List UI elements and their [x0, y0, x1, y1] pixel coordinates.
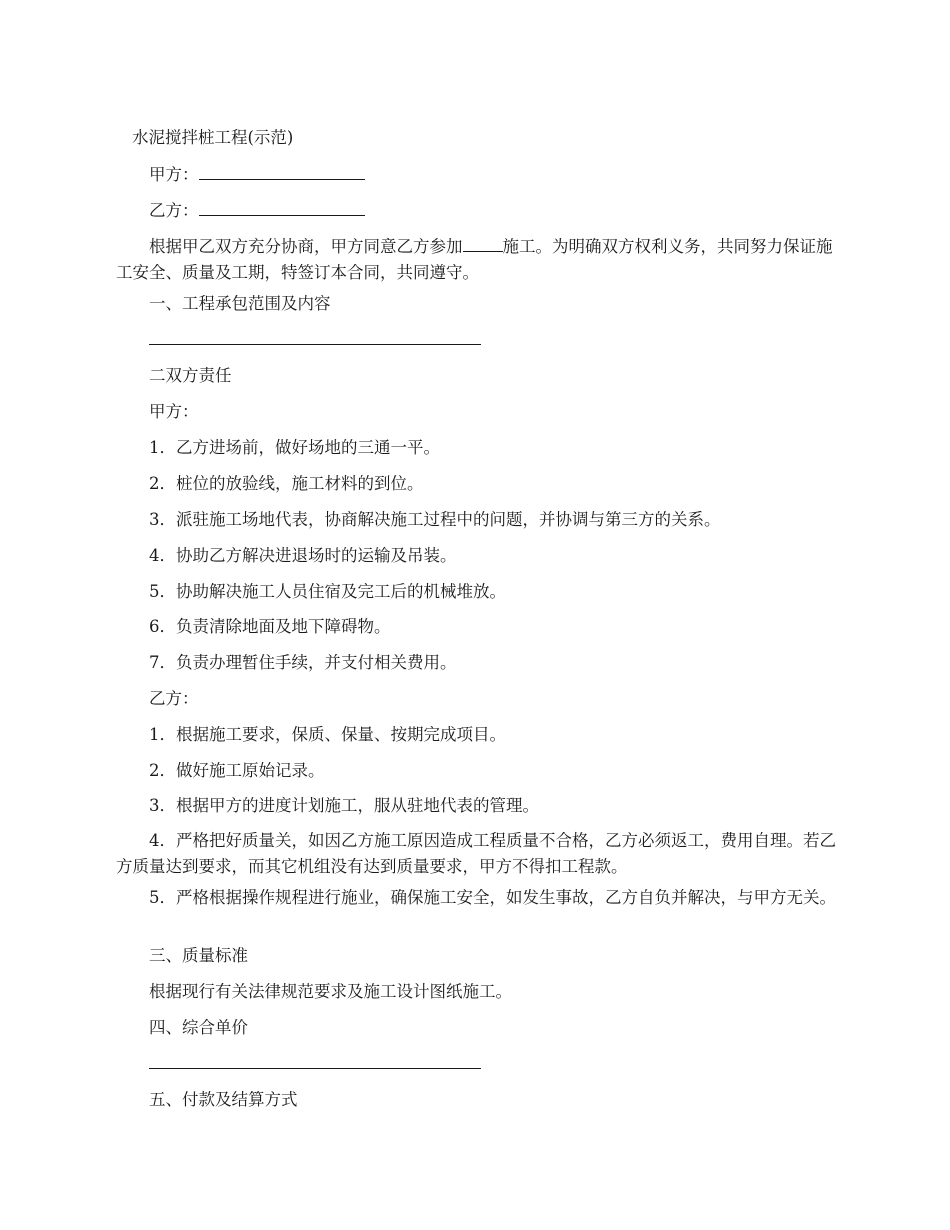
party-b-duty-item: 2．做好施工原始记录。: [149, 761, 325, 780]
party-a-duty-item: 3．派驻施工场地代表，协商解决施工过程中的问题，并协调与第三方的关系。: [149, 510, 721, 529]
party-a-blank[interactable]: [199, 161, 365, 180]
document-title: 水泥搅拌桩工程(示范): [132, 128, 294, 147]
party-a-duty-item: 5．协助解决施工人员住宿及完工后的机械堆放。: [149, 582, 506, 601]
party-b-label: 乙方：: [149, 201, 199, 220]
section-4-blank-rule: [149, 1068, 481, 1069]
project-name-blank[interactable]: [463, 233, 503, 252]
section-4-heading: 四、综合单价: [149, 1018, 248, 1037]
party-b-blank[interactable]: [199, 197, 365, 216]
party-b-line: [149, 197, 365, 224]
party-b-duties-label: 乙方：: [149, 689, 199, 708]
intro-text-1: 根据甲乙双方充分协商，甲方同意乙方参加: [149, 237, 463, 256]
section-1-blank-rule: [149, 344, 481, 345]
intro-text-2: 施工。为明确双方权利义务，共同努力保证施工安全、质量及工期，特签订本合同，共同遵守。: [116, 237, 833, 282]
section-3-text: 根据现行有关法律规范要求及施工设计图纸施工。: [149, 982, 512, 1001]
party-b-duty-item: 4．严格把好质量关，如因乙方施工原因造成工程质量不合格，乙方必须返工，费用自理。若乙方质量达到要求，而其它机组没有达到质量要求，甲方不得扣工程款。: [116, 831, 836, 876]
party-a-duty-item: 7．负责办理暂住手续，并支付相关费用。: [149, 653, 457, 672]
party-a-duty-item: 2．桩位的放验线，施工材料的到位。: [149, 474, 424, 493]
party-a-line: [149, 161, 365, 188]
party-a-label: 甲方：: [149, 165, 199, 184]
section-5-heading: 五、付款及结算方式: [149, 1090, 298, 1109]
intro-paragraph: [116, 233, 836, 286]
party-b-duty-item: 3．根据甲方的进度计划施工，服从驻地代表的管理。: [149, 796, 539, 815]
party-a-duty-item: 1．乙方进场前，做好场地的三通一平。: [149, 438, 440, 457]
section-3-heading: 三、质量标准: [149, 946, 248, 965]
party-a-duty-item: 6．负责清除地面及地下障碍物。: [149, 617, 391, 636]
party-a-duty-item: 4．协助乙方解决进退场时的运输及吊装。: [149, 546, 457, 565]
section-1-heading: 一、工程承包范围及内容: [149, 294, 331, 313]
party-a-duties-label: 甲方：: [149, 402, 199, 421]
party-b-duty-item: 1．根据施工要求，保质、保量、按期完成项目。: [149, 725, 506, 744]
section-2-heading: 二双方责任: [149, 366, 232, 385]
party-b-duty-item: 5．严格根据操作规程进行施业，确保施工安全，如发生事故，乙方自负并解决，与甲方无关。: [149, 888, 836, 907]
